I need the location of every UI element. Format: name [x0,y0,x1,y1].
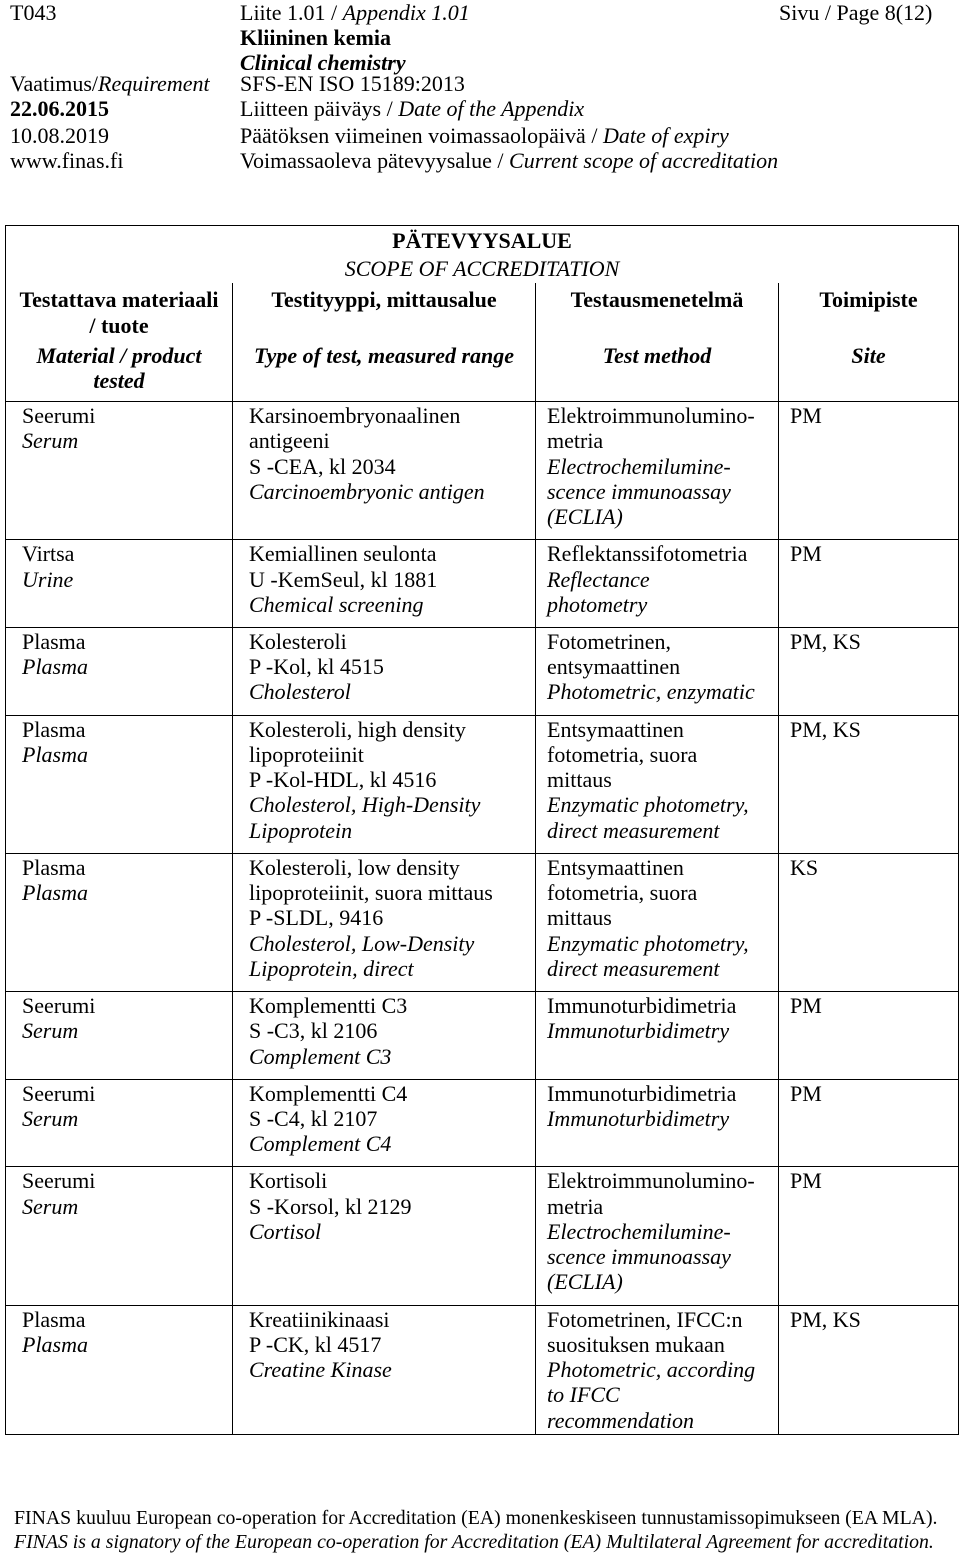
column-header-material [6,283,233,402]
test-name-en: Carcinoembryonic antigen [249,478,485,504]
material-en: Urine [22,566,74,592]
test-name-fi: Karsinoembryonaalinen [249,403,461,428]
material-en: Serum [22,1193,79,1219]
column-header-line: Testityyppi, mittausalue [271,287,497,312]
material-fi: Plasma [22,1306,86,1332]
test-name-fi: Komplementti C3 [249,992,408,1018]
test-name-fi: lipoproteiinit, suora mittaus [249,880,493,906]
site-cell [779,1167,959,1305]
site-code: PM [790,1168,822,1194]
site-code: PM, KS [790,1306,861,1332]
site-cell [779,540,959,628]
test-code: P -SLDL, 9416 [249,905,384,931]
method-en: Enzymatic photometry, [547,930,749,956]
column-header-line: Type of test, measured range [253,342,515,368]
material-cell [6,627,233,715]
test-code: P -Kol-HDL, kl 4516 [249,767,437,793]
material-cell [6,540,233,628]
method-cell [536,1167,779,1305]
material-en: Plasma [22,1331,88,1357]
method-en: to IFCC [547,1382,620,1408]
method-cell [536,540,779,628]
table-title-fi: PÄTEVYYSALUE [392,228,572,253]
material-cell [6,1305,233,1434]
method-en: photometry [547,591,648,617]
site-code: PM [790,541,822,567]
material-en: Serum [22,1105,79,1131]
requirement-value: SFS-EN ISO 15189:2013 [240,70,465,96]
column-header-line: Testausmenetelmä [570,287,744,312]
site-cell [779,1079,959,1167]
site-code: PM, KS [790,716,861,742]
method-fi: Immunoturbidimetria [547,1080,737,1106]
site-cell [779,1305,959,1434]
page-number: Sivu / Page 8(12) [779,0,933,25]
method-en: (ECLIA) [547,1269,623,1295]
table-row [6,1167,959,1305]
site-cell [779,715,959,853]
column-header-line: tested [93,368,145,393]
material-fi: Seerumi [22,992,96,1018]
table-title-en: SCOPE OF ACCREDITATION [344,256,620,281]
method-en: scence immunoassay [547,1244,731,1270]
method-en: Electrochemilumine- [547,453,731,479]
method-fi: fotometria, suora [547,880,698,906]
method-fi: Immunoturbidimetria [547,992,737,1018]
method-en: recommendation [547,1407,695,1433]
method-en: scence immunoassay [547,478,731,504]
method-fi: metria [547,428,604,454]
expiry-date-label [240,123,729,148]
column-header-fi [8,287,230,338]
material-fi: Plasma [22,628,86,654]
test-cell [233,1167,536,1305]
test-code: U -KemSeul, kl 1881 [249,566,438,592]
test-code: S -C3, kl 2106 [249,1018,378,1044]
method-en: Photometric, according [547,1357,756,1383]
method-fi: Fotometrinen, [547,628,672,654]
test-code: S -CEA, kl 2034 [249,453,396,479]
table-header-row [6,283,959,402]
expiry-date: 10.08.2019 [10,122,109,148]
test-code: P -Kol, kl 4515 [249,654,384,680]
method-en: Electrochemilumine- [547,1218,731,1244]
column-header-line: Testattava materiaali [19,287,219,312]
column-header-line: / tuote [89,312,149,338]
table-title-row [6,226,959,284]
table-row [6,540,959,628]
column-header-en [235,343,533,369]
column-header-line: Toimipiste [819,287,918,312]
test-name-en: Complement C4 [249,1131,392,1157]
column-header-site [779,283,959,402]
method-cell [536,1305,779,1434]
table-row [6,627,959,715]
field-title-fi: Kliininen kemia [240,24,391,50]
method-fi: Entsymaattinen [547,716,684,742]
material-fi: Plasma [22,854,86,880]
method-fi: Fotometrinen, IFCC:n [547,1306,743,1332]
method-cell [536,402,779,540]
test-name-en: Complement C3 [249,1043,392,1069]
site-code: KS [790,854,819,880]
method-fi: metria [547,1193,604,1219]
material-cell [6,1079,233,1167]
method-en: direct measurement [547,955,720,981]
site-cell [779,853,959,991]
column-header-line: Material / product [36,342,202,368]
method-cell [536,1079,779,1167]
table-row [6,853,959,991]
table-title [6,226,959,284]
requirement-label-en: Requirement [98,70,210,96]
scope-label-en: Current scope of accreditation [509,147,779,173]
test-name-en: Cortisol [249,1218,322,1244]
material-en: Serum [22,428,79,454]
test-name-en: Cholesterol, Low-Density [249,930,475,956]
site-code: PM [790,992,822,1018]
test-cell [233,627,536,715]
column-header-en [538,343,776,369]
appendix-date: 22.06.2015 [10,95,109,121]
method-fi: mittaus [547,905,612,931]
site-code: PM, KS [790,628,861,654]
column-header-test [233,283,536,402]
method-en: Photometric, enzymatic [547,679,755,705]
site-cell [779,991,959,1079]
test-cell [233,715,536,853]
table-row [6,402,959,540]
material-en: Plasma [22,741,88,767]
material-en: Serum [22,1018,79,1044]
method-cell [536,715,779,853]
test-name-fi: lipoproteiinit [249,741,364,767]
appendix-label [240,0,470,25]
test-cell [233,991,536,1079]
method-fi: fotometria, suora [547,741,698,767]
material-fi: Seerumi [22,403,96,428]
material-cell [6,991,233,1079]
field-title-en: Clinical chemistry [240,49,406,75]
test-code: S -Korsol, kl 2129 [249,1193,412,1219]
material-en: Plasma [22,654,88,680]
table-row [6,715,959,853]
method-fi: mittaus [547,767,612,793]
method-en: Reflectance [547,566,650,592]
footer-statement-en: FINAS is a signatory of the European co-operation for Accreditation (EA) Multilateral Agreement for accreditation. [14,1531,934,1553]
method-fi: entsymaattinen [547,654,681,680]
test-name-en: Cholesterol [249,679,351,705]
test-name-en: Lipoprotein, direct [249,955,414,981]
method-fi: Elektroimmunolumino- [547,403,755,428]
method-en: Immunoturbidimetry [547,1105,730,1131]
expiry-date-label-en: Date of expiry [602,122,729,148]
document-code: T043 [10,0,57,25]
material-cell [6,715,233,853]
material-cell [6,402,233,540]
table-row [6,1079,959,1167]
column-header-method [536,283,779,402]
appendix-date-label-en: Date of the Appendix [398,95,585,121]
test-name-fi: Kolesteroli [249,628,347,654]
test-cell [233,853,536,991]
material-en: Plasma [22,880,88,906]
footer-statement-fi: FINAS kuuluu European co-operation for Accreditation (EA) monenkeskiseen tunnustamissopimukseen (EA MLA). [14,1507,938,1529]
test-name-en: Cholesterol, High-Density [249,792,481,818]
method-cell [536,853,779,991]
site-cell [779,402,959,540]
column-header-line: Test method [602,342,712,368]
test-name-fi: Kreatiinikinaasi [249,1306,390,1332]
test-name-fi: antigeeni [249,428,330,454]
table-row [6,991,959,1079]
scope-table [5,225,959,1435]
method-en: (ECLIA) [547,504,623,530]
test-cell [233,1079,536,1167]
method-fi: Reflektanssifotometria [547,541,748,567]
column-header-line: Site [851,342,886,368]
material-cell [6,853,233,991]
test-cell [233,540,536,628]
column-header-en [8,343,230,394]
method-cell [536,991,779,1079]
method-en: Enzymatic photometry, [547,792,749,818]
requirement-label [10,71,210,96]
material-cell [6,1167,233,1305]
site-cell [779,627,959,715]
appendix-date-label-fi: Liitteen päiväys / [240,95,399,121]
method-fi: Entsymaattinen [547,854,684,880]
material-fi: Virtsa [22,541,75,567]
table-row [6,1305,959,1434]
method-fi: Elektroimmunolumino- [547,1168,755,1194]
test-name-fi: Kolesteroli, low density [249,854,460,880]
method-en: direct measurement [547,817,720,843]
material-fi: Seerumi [22,1080,96,1106]
test-name-en: Chemical screening [249,591,424,617]
test-name-fi: Kemiallinen seulonta [249,541,437,567]
test-code: S -C4, kl 2107 [249,1105,378,1131]
test-name-fi: Kolesteroli, high density [249,716,466,742]
test-cell [233,1305,536,1434]
test-name-en: Creatine Kinase [249,1357,392,1383]
appendix-date-label [240,96,584,121]
test-name-fi: Kortisoli [249,1168,328,1194]
scope-label-fi: Voimassaoleva pätevyysalue / [240,147,510,173]
expiry-date-label-fi: Päätöksen viimeinen voimassaolopäivä / [240,122,603,148]
method-cell [536,627,779,715]
material-fi: Seerumi [22,1168,96,1194]
material-fi: Plasma [22,716,86,742]
site-code: PM [790,1080,822,1106]
column-header-en [781,343,956,369]
column-header-fi [235,287,533,338]
column-header-fi [781,287,956,338]
test-name-en: Lipoprotein [249,817,353,843]
scope-label [240,148,778,173]
appendix-label-fi: Liite 1.01 / [240,0,343,25]
method-en: Immunoturbidimetry [547,1018,730,1044]
site-code: PM [790,403,822,428]
requirement-label-fi: Vaatimus/ [10,70,98,96]
test-name-fi: Komplementti C4 [249,1080,408,1106]
website: www.finas.fi [10,147,124,173]
test-code: P -CK, kl 4517 [249,1331,382,1357]
test-cell [233,402,536,540]
column-header-fi [538,287,776,338]
appendix-label-en: Appendix 1.01 [342,0,470,25]
method-fi: suosituksen mukaan [547,1331,725,1357]
